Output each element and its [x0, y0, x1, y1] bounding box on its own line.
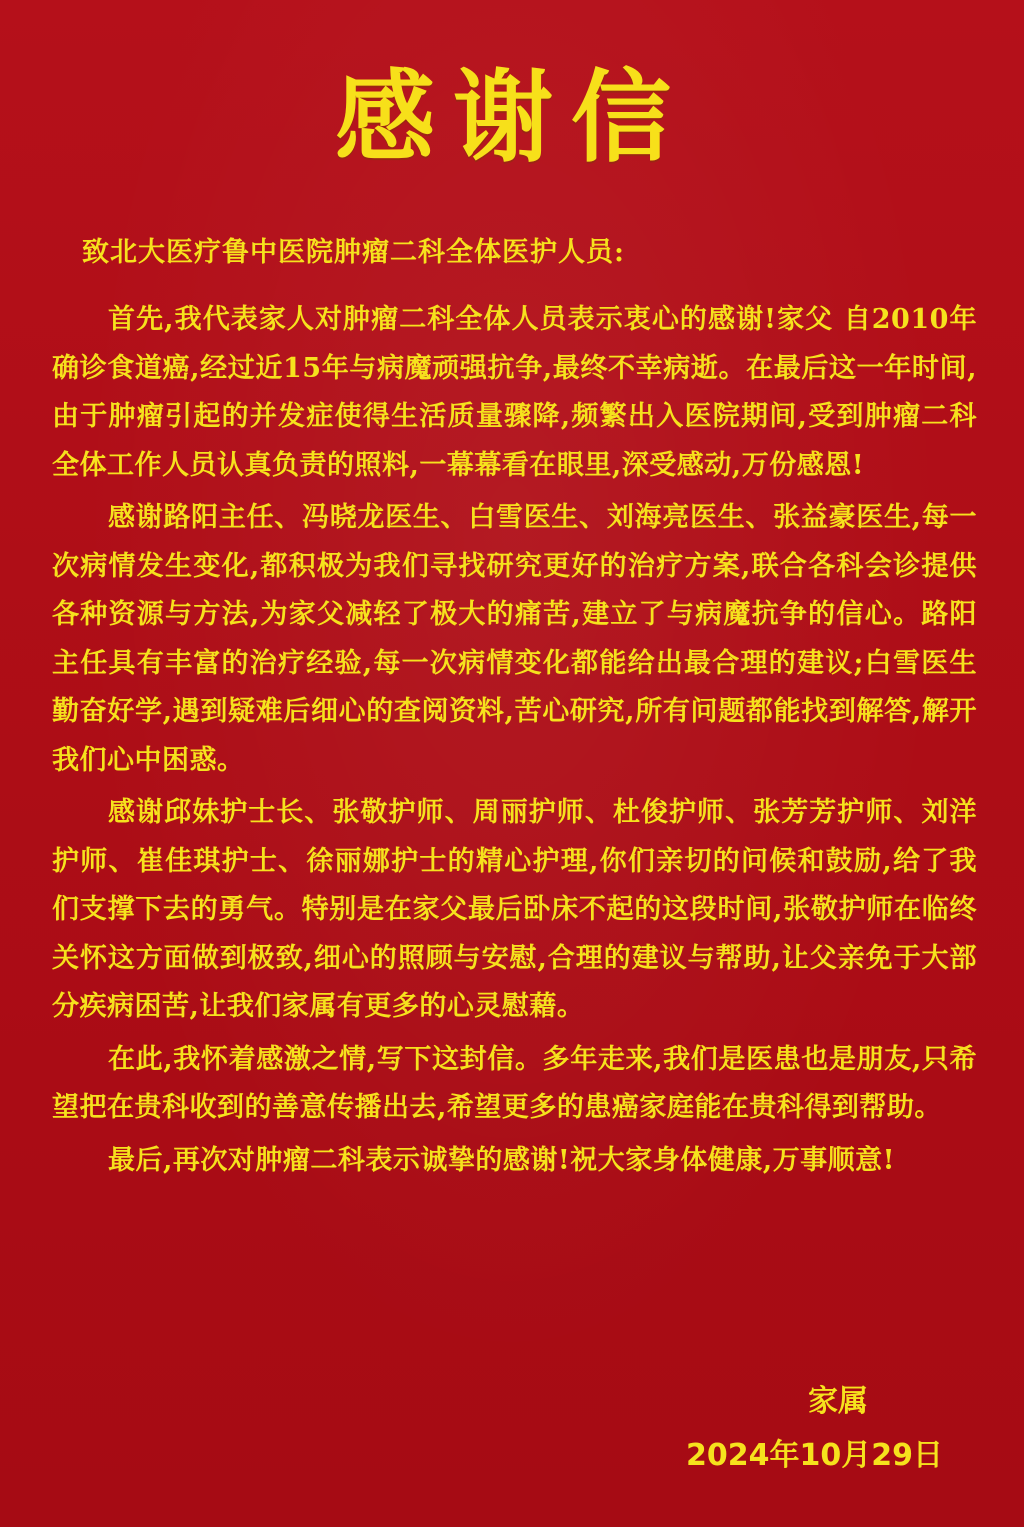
letter-paragraph-5: 最后,再次对肿瘤二科表示诚挚的感谢!祝大家身体健康,万事顺意!: [108, 1144, 896, 1176]
letter-paragraph-3: 感谢邱妹护士长、张敬护师、周丽护师、杜俊护师、张芳芳护师、刘洋护师、崔佳琪护士、徐丽娜护士的精心护理,你们亲切的问候和鼓励,给了我们支撑下去的勇气。特别是在家父最后卧床不起的这段时间,张敬护师在临终关怀这方面做到极致,细心的照顾与安慰,合理的建议与帮助,让父亲免于大部分疾病困苦,让我们家属有更多的心灵慰藉。: [52, 797, 977, 1022]
letter-salutation: 致北大医疗鲁中医院肿瘤二科全体医护人员:: [82, 237, 625, 268]
letter-body: [52, 296, 977, 1189]
letter-title: 感谢信: [335, 58, 689, 176]
letter-date: 2024年10月29日: [686, 1438, 943, 1473]
letter-paragraph-1: 首先,我代表家人对肿瘤二科全体人员表示衷心的感谢!家父 自2010年确诊食道癌,经过近15年与病魔顽强抗争,最终不幸病逝。在最后这一年时间,由于肿瘤引起的并发症使得生活质量骤降,频繁出入医院期间,受到肿瘤二科全体工作人员认真负责的照料,一幕幕看在眼里,深受感动,万份感恩!: [52, 304, 977, 481]
letter-paragraph-4: 在此,我怀着感激之情,写下这封信。多年走来,我们是医患也是朋友,只希望把在贵科收到的善意传播出去,希望更多的患癌家庭能在贵科得到帮助。: [52, 1043, 977, 1123]
letter-signature: 家属: [808, 1384, 868, 1419]
letter-paragraph-2: 感谢路阳主任、冯晓龙医生、白雪医生、刘海亮医生、张益豪医生,每一次病情发生变化,都积极为我们寻找研究更好的治疗方案,联合各科会诊提供各种资源与方法,为家父减轻了极大的痛苦,建立了与病魔抗争的信心。路阳主任具有丰富的治疗经验,每一次病情变化都能给出最合理的建议;白雪医生勤奋好学,遇到疑难后细心的查阅资料,苦心研究,所有问题都能找到解答,解开我们心中困惑。: [52, 502, 977, 776]
